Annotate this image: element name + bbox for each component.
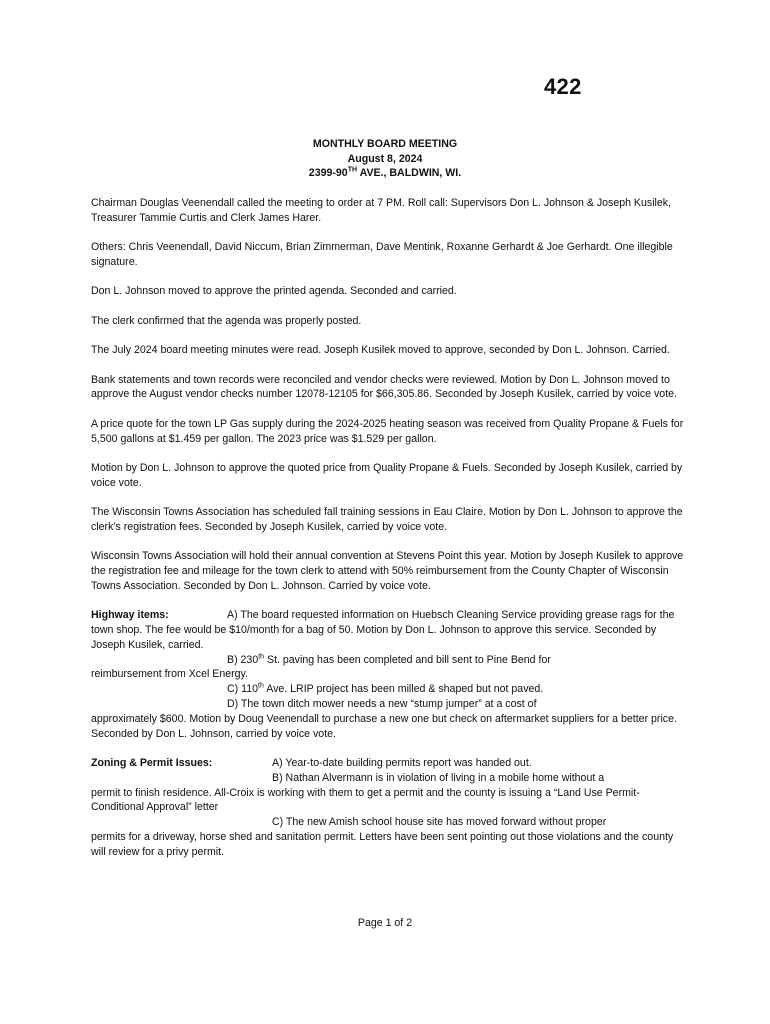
paragraph-posted: The clerk confirmed that the agenda was properly posted.: [91, 314, 362, 327]
highway-item-b: B) 230th St. paving has been completed and bill sent to Pine Bend for reimbursement from Xcel Energy.: [91, 653, 551, 681]
highway-label: Highway items:: [91, 609, 169, 622]
paragraph-others: Others: Chris Veenendall, David Niccum, Brian Zimmerman, Dave Mentink, Roxanne Gerhardt & Joe Gerhardt. One illegible signature.: [91, 241, 673, 268]
highway-section: [91, 608, 685, 741]
paragraph-call-to-order: Chairman Douglas Veenendall called the meeting to order at 7 PM. Roll call: Supervisors Don L. Johnson & Joseph Kusilek, Treasurer Tammie Curtis and Clerk James Harer.: [91, 197, 672, 224]
page-footer: Page 1 of 2: [357, 917, 413, 929]
meeting-title: MONTHLY BOARD MEETING: [312, 138, 458, 150]
paragraph-minutes: The July 2024 board meeting minutes were read. Joseph Kusilek moved to approve, seconded by Don L. Johnson. Carried.: [91, 344, 670, 357]
zoning-item-b: B) Nathan Alvermann is in violation of living in a mobile home without a permit to finish residence. All-Croix is working with them to get a permit and the county is issuing a “Land Use Permit-Conditional Approval” letter: [91, 771, 640, 814]
zoning-item-c: C) The new Amish school house site has moved forward without proper permits for a driveway, horse shed and sanitation permit. Letters have been sent pointing out those violations and the county will review for a privy permit.: [91, 816, 674, 858]
page-number: 422: [544, 74, 582, 99]
paragraph-bank-statements: Bank statements and town records were reconciled and vendor checks were reviewed. Motion by Don L. Johnson moved to approve the August vendor checks number 12078-12105 for $66,305.86. Seconded by Joseph Kusilek, carried by voice vote.: [91, 373, 677, 401]
meeting-address: 2399-90TH AVE., BALDWIN, WI.: [308, 166, 462, 180]
highway-item-a: Highway items: A) The board requested information on Huebsch Cleaning Service providing grease rags for the town shop. The fee would be $10/month for a bag of 50. Motion by Don L. Johnson to approve this service. Seconded by Joseph Kusilek, carried.: [91, 609, 675, 651]
paragraph-agenda: Don L. Johnson moved to approve the printed agenda. Seconded and carried.: [91, 285, 457, 298]
paragraph-convention: Wisconsin Towns Association will hold their annual convention at Stevens Point this year. Motion by Joseph Kusilek to approve the registration fee and mileage for the town clerk to attend with 50% reimbursement from the County Chapter of Wisconsin Towns Association. Seconded by Don L. Johnson. Carried by voice vote.: [91, 550, 684, 592]
zoning-label: Zoning & Permit Issues:: [91, 757, 213, 770]
highway-item-d: D) The town ditch mower needs a new “stump jumper” at a cost of approximately $600. Motion by Doug Veenendall to purchase a new one but check on aftermarket suppliers for a better price. Seconded by Don L. Johnson, carried by voice vote.: [91, 698, 677, 740]
meeting-header: [0, 137, 770, 181]
zoning-item-a: Zoning & Permit Issues: A) Year-to-date building permits report was handed out.: [91, 757, 532, 770]
highway-item-c: C) 110th Ave. LRIP project has been milled & shaped but not paved.: [227, 682, 544, 696]
meeting-date: August 8, 2024: [347, 152, 423, 165]
paragraph-training: The Wisconsin Towns Association has scheduled fall training sessions in Eau Claire. Motion by Don L. Johnson to approve the clerk’s registration fees. Seconded by Joseph Kusilek, carried by voice vote.: [91, 506, 683, 533]
paragraph-lp-motion: Motion by Don L. Johnson to approve the quoted price from Quality Propane & Fuels. Seconded by Joseph Kusilek, carried by voice vote.: [91, 461, 683, 489]
minutes-body: [91, 196, 685, 860]
paragraph-lp-quote: A price quote for the town LP Gas supply during the 2024-2025 heating season was received from Quality Propane & Fuels for 5,500 gallons at $1.459 per gallon. The 2023 price was $1.529 per gallon.: [91, 417, 684, 445]
zoning-section: [91, 756, 685, 860]
